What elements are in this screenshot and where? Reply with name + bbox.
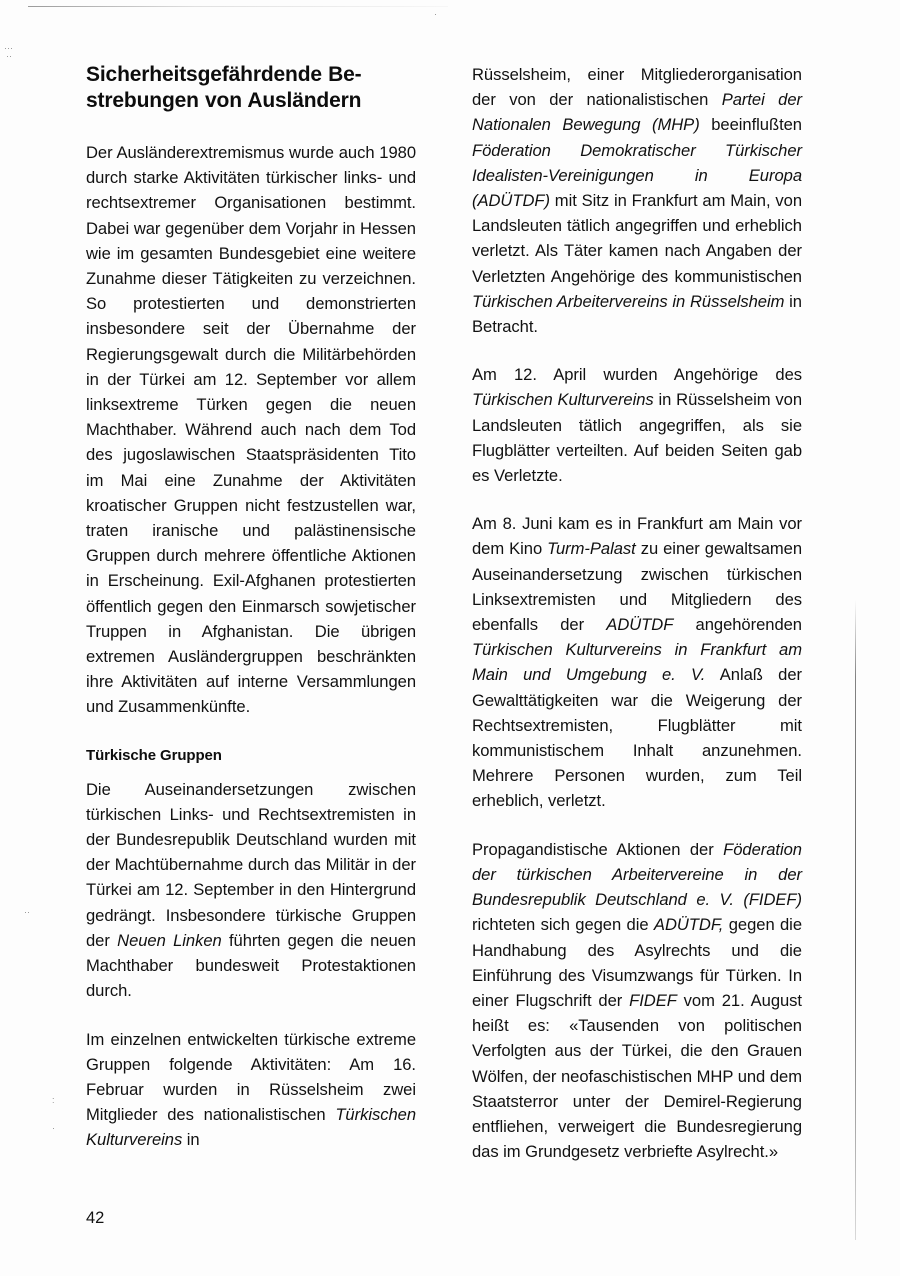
italic-organization-name: FIDEF — [629, 990, 677, 1010]
paragraph: Am 8. Juni kam es in Frankfurt am Main vor dem Kino Turm-Palast zu einer gewaltsamen Auseinandersetzung zwischen türkischen Linksextremisten und Mitgliedern des ebenfalls der ADÜTDF angehörenden Türkischen Kulturvereins in Frankfurt am Main und Umgebung e. V. Anlaß der Gewalttätigkeiten war die Weigerung der Rechtsextremisten, Flugblätter mit kommunistischem Inhalt anzunehmen. Mehrere Personen wurden, zum Teil erheblich, verletzt. — [472, 514, 802, 811]
page-title — [86, 62, 416, 114]
italic-organization-name: ADÜTDF — [606, 615, 674, 635]
scan-artifact-speck: ··· — [4, 43, 13, 53]
italic-organization-name: Neuen Linken — [117, 930, 222, 950]
section-subheading: Türkische Gruppen — [86, 746, 222, 764]
italic-organization-name: Föderation der türkischen Arbeitervereine in der Bundesrepublik Deutschland e. V. (FIDEF) — [472, 839, 802, 910]
paragraph: Propagandistische Aktionen der Föderation der türkischen Arbeitervereine in der Bundesrepublik Deutschland e. V. (FIDEF) richteten sich gegen die ADÜTDF, gegen die Handhabung des Asylrechts und die Einführung des Visumzwangs für Türken. In einer Flugschrift der FIDEF vom 21. August heißt es: «Tausenden von politischen Verfolgten aus der Türkei, die den Grauen Wölfen, der neofaschistischen MHP und dem Staatsterror unter der Demirel-Regierung entfliehen, verweigert die Bundesregierung das im Grundgesetz verbriefte Asylrecht.» — [472, 839, 802, 1162]
italic-organization-name: Föderation Demokratischer Türkischer Idealisten-Vereinigungen in Europa (ADÜTDF) — [472, 140, 802, 211]
scan-artifact-speck: · — [434, 9, 437, 19]
paragraph: Die Auseinandersetzungen zwischen türkischen Links- und Rechtsextremisten in der Bundesrepublik Deutschland wurden mit der Machtübernahme durch das Militär in der Türkei am 12. September in den Hintergrund gedrängt. Insbesondere türkische Gruppen der Neuen Linken führten gegen die neuen Machthaber bundesweit Protestaktionen durch. — [86, 779, 416, 1001]
left-column — [86, 62, 416, 1153]
scan-artifact-right-edge-line — [855, 600, 856, 1240]
scan-artifact-speck: : — [52, 1095, 55, 1105]
right-column — [472, 62, 802, 1164]
italic-organization-name: Türkischen Kulturvereins in Frankfurt am Main und Umgebung e. V. — [472, 640, 802, 685]
scan-artifact-speck: ·· — [24, 907, 30, 917]
italic-organization-name: Türkischen Kulturvereins — [86, 1105, 416, 1150]
page-number: 42 — [86, 1209, 105, 1227]
paragraph: Rüsselsheim, einer Mitgliederorganisation der von der nationalistischen Partei der Nationalen Bewegung (MHP) beeinflußten Föderation Demokratischer Türkischer Idealisten-Vereinigungen in Europa (ADÜTDF) mit Sitz in Frankfurt am Main, von Landsleuten tätlich angegriffen und erheblich verletzt. Als Täter kamen nach Angaben der Verletzten Angehörige des kommunistischen Türkischen Arbeitervereins in Rüsselsheim in Betracht. — [472, 65, 802, 337]
italic-organization-name: ADÜTDF, — [653, 915, 724, 935]
scan-artifact-speck: · — [52, 1123, 55, 1133]
scan-artifact-speck: ·· — [6, 51, 12, 61]
scan-artifact-top-line — [28, 6, 448, 7]
italic-organization-name: Partei der Nationalen Bewegung (MHP) — [472, 90, 802, 135]
page-title-line-1: Sicherheitsgefährdende Be- — [86, 63, 362, 86]
page-title-line-2: strebungen von Ausländern — [86, 89, 362, 112]
paragraph: Am 12. April wurden Angehörige des Türkischen Kulturvereins in Rüsselsheim von Landsleuten tätlich angegriffen, als sie Flugblätter verteilten. Auf beiden Seiten gab es Verletzte. — [472, 365, 802, 486]
italic-organization-name: Turm-Palast — [547, 539, 636, 559]
paragraph: Der Ausländerextremismus wurde auch 1980 durch starke Aktivitäten türkischer links- und rechtsextremer Organisationen bestimmt. Dabei war gegenüber dem Vorjahr in Hessen wie im gesamten Bundesgebiet eine weitere Zunahme dieser Tätigkeiten zu verzeichnen. So protestierten und demonstrierten insbesondere seit der Übernahme der Regierungsgewalt durch die Militärbehörden in der Türkei am 12. September vor allem linksextreme Türken gegen die neuen Machthaber. Während auch nach dem Tod des jugoslawischen Staatspräsidenten Tito im Mai eine Zunahme der Aktivitäten kroatischer Gruppen nicht festzustellen war, traten iranische und palästinensische Gruppen durch mehrere öffentliche Aktionen in Erscheinung. Exil-Afghanen protestierten öffentlich gegen den Einmarsch sowjetischer Truppen in Afghanistan. Die übrigen extremen Ausländergruppen beschränkten ihre Aktivitäten auf interne Versammlungen und Zusammenkünfte. — [86, 143, 416, 717]
paragraph: Im einzelnen entwickelten türkische extreme Gruppen folgende Aktivitäten: Am 16. Februar wurden in Rüsselsheim zwei Mitglieder des nationalistischen Türkischen Kulturvereins in — [86, 1029, 416, 1150]
italic-organization-name: Türkischen Kulturvereins — [472, 390, 654, 410]
italic-organization-name: Türkischen Arbeitervereins in Rüsselsheim — [472, 291, 785, 311]
